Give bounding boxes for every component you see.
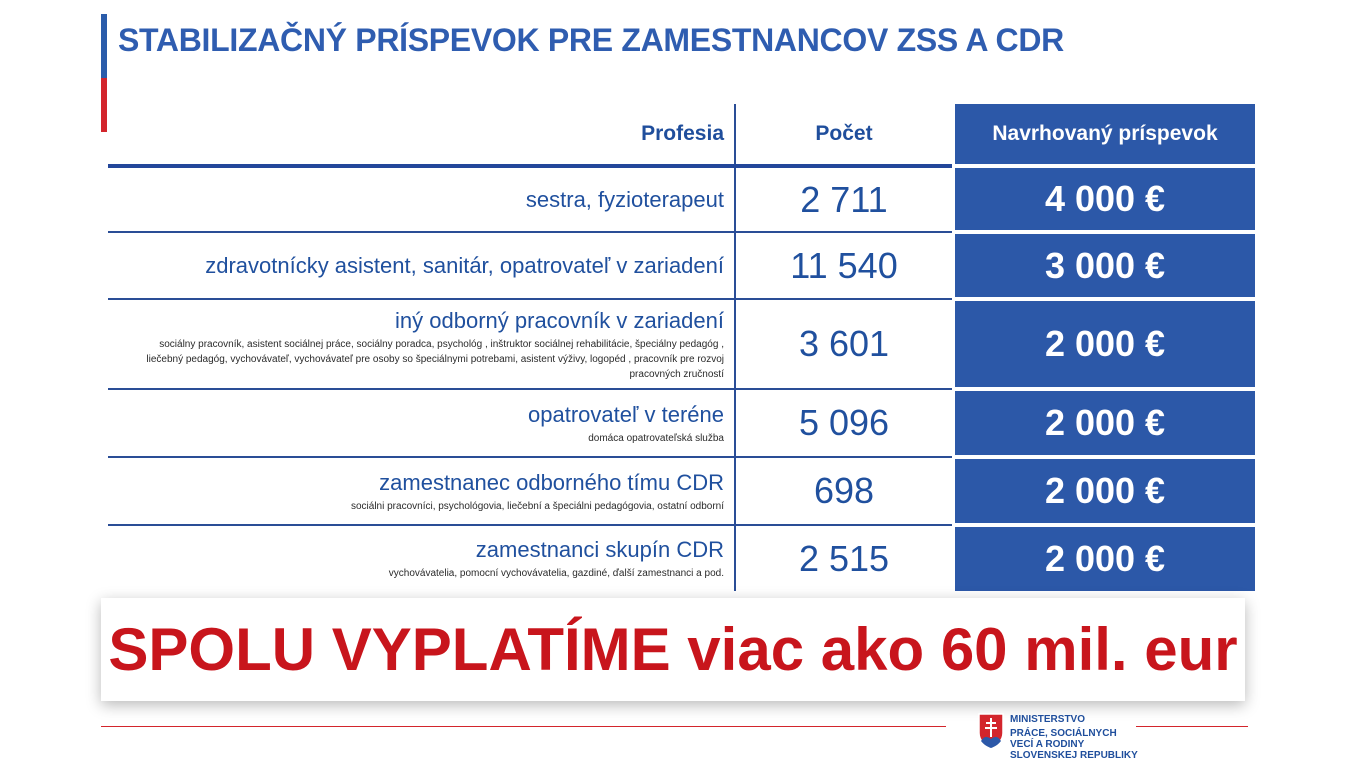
summary-box bbox=[101, 598, 1245, 701]
table-row bbox=[108, 166, 1255, 232]
profession-name: iný odborný pracovník v zariadení bbox=[395, 307, 724, 333]
count-cell: 3 601 bbox=[735, 299, 952, 389]
profession-detail: sociálny pracovník, asistent sociálnej práce, sociálny poradca, psychológ , inštruktor sociálnej rehabilitácie, špeciálny pedagóg , liečebný pedagóg, vychovávateľ, vychovávateľ pre osoby so špeciálnymi potrebami, asistent výživy, logopéd , pracovník pre rozvoj pracovných zručností bbox=[146, 338, 724, 380]
header-profesia: Profesia bbox=[108, 104, 735, 166]
slide-title: STABILIZAČNÝ PRÍSPEVOK PRE ZAMESTNANCOV ZSS A CDR bbox=[118, 22, 1064, 58]
profession-cell bbox=[108, 457, 735, 525]
table-row bbox=[108, 389, 1255, 457]
table-row bbox=[108, 457, 1255, 525]
header-pocet: Počet bbox=[735, 104, 952, 166]
amount-cell: 2 000 € bbox=[955, 457, 1255, 525]
table-row bbox=[108, 299, 1255, 389]
footer-divider bbox=[101, 726, 946, 727]
amount-cell: 2 000 € bbox=[955, 389, 1255, 457]
amount-cell: 3 000 € bbox=[955, 232, 1255, 299]
profession-name: zamestnanec odborného tímu CDR bbox=[379, 469, 724, 495]
contribution-table bbox=[108, 104, 1255, 591]
ministry-line: MINISTERSTVO bbox=[1010, 714, 1086, 725]
title-accent-red bbox=[101, 78, 107, 132]
table-header-row bbox=[108, 104, 1255, 166]
ministry-logo-text bbox=[1010, 714, 1138, 761]
table-row bbox=[108, 232, 1255, 299]
ministry-line: PRÁCE, SOCIÁLNYCH bbox=[1010, 728, 1117, 739]
profession-detail: vychovávatelia, pomocní vychovávatelia, gazdiné, ďalší zamestnanci a pod. bbox=[388, 568, 724, 579]
count-cell: 5 096 bbox=[735, 389, 952, 457]
footer-divider-right bbox=[1136, 726, 1248, 727]
profession-cell bbox=[108, 525, 735, 591]
count-cell: 2 515 bbox=[798, 537, 890, 579]
profession-name: zamestnanci skupín CDR bbox=[475, 537, 724, 562]
title-accent-blue bbox=[101, 14, 107, 78]
profession-cell bbox=[108, 299, 735, 389]
profession-name: sestra, fyzioterapeut bbox=[525, 186, 724, 212]
summary-text: SPOLU VYPLATÍME viac ako 60 mil. eur bbox=[108, 616, 1238, 683]
amount-cell: 2 000 € bbox=[955, 299, 1255, 389]
profession-cell bbox=[108, 232, 735, 299]
count-cell: 11 540 bbox=[735, 232, 952, 299]
slovak-coat-of-arms-icon bbox=[978, 713, 1004, 749]
profession-cell bbox=[108, 389, 735, 457]
profession-detail: domáca opatrovateľská služba bbox=[588, 432, 724, 444]
count-cell: 698 bbox=[735, 457, 952, 525]
amount-cell: 4 000 € bbox=[955, 166, 1255, 232]
profession-cell bbox=[108, 166, 735, 232]
ministry-line: SLOVENSKEJ REPUBLIKY bbox=[1010, 750, 1138, 761]
amount-cell: 2 000 € bbox=[955, 525, 1255, 591]
profession-name: opatrovateľ v teréne bbox=[528, 401, 724, 427]
count-cell: 2 711 bbox=[735, 166, 952, 232]
table-row bbox=[108, 525, 1255, 591]
profession-name: zdravotnícky asistent, sanitár, opatrovateľ v zariadení bbox=[205, 252, 724, 278]
ministry-line: VECÍ A RODINY bbox=[1010, 739, 1085, 750]
header-prispevok: Navrhovaný príspevok bbox=[955, 104, 1255, 166]
profession-detail: sociálni pracovníci, psychológovia, liečební a špeciálni pedagógovia, ostatní odborní bbox=[350, 500, 724, 512]
